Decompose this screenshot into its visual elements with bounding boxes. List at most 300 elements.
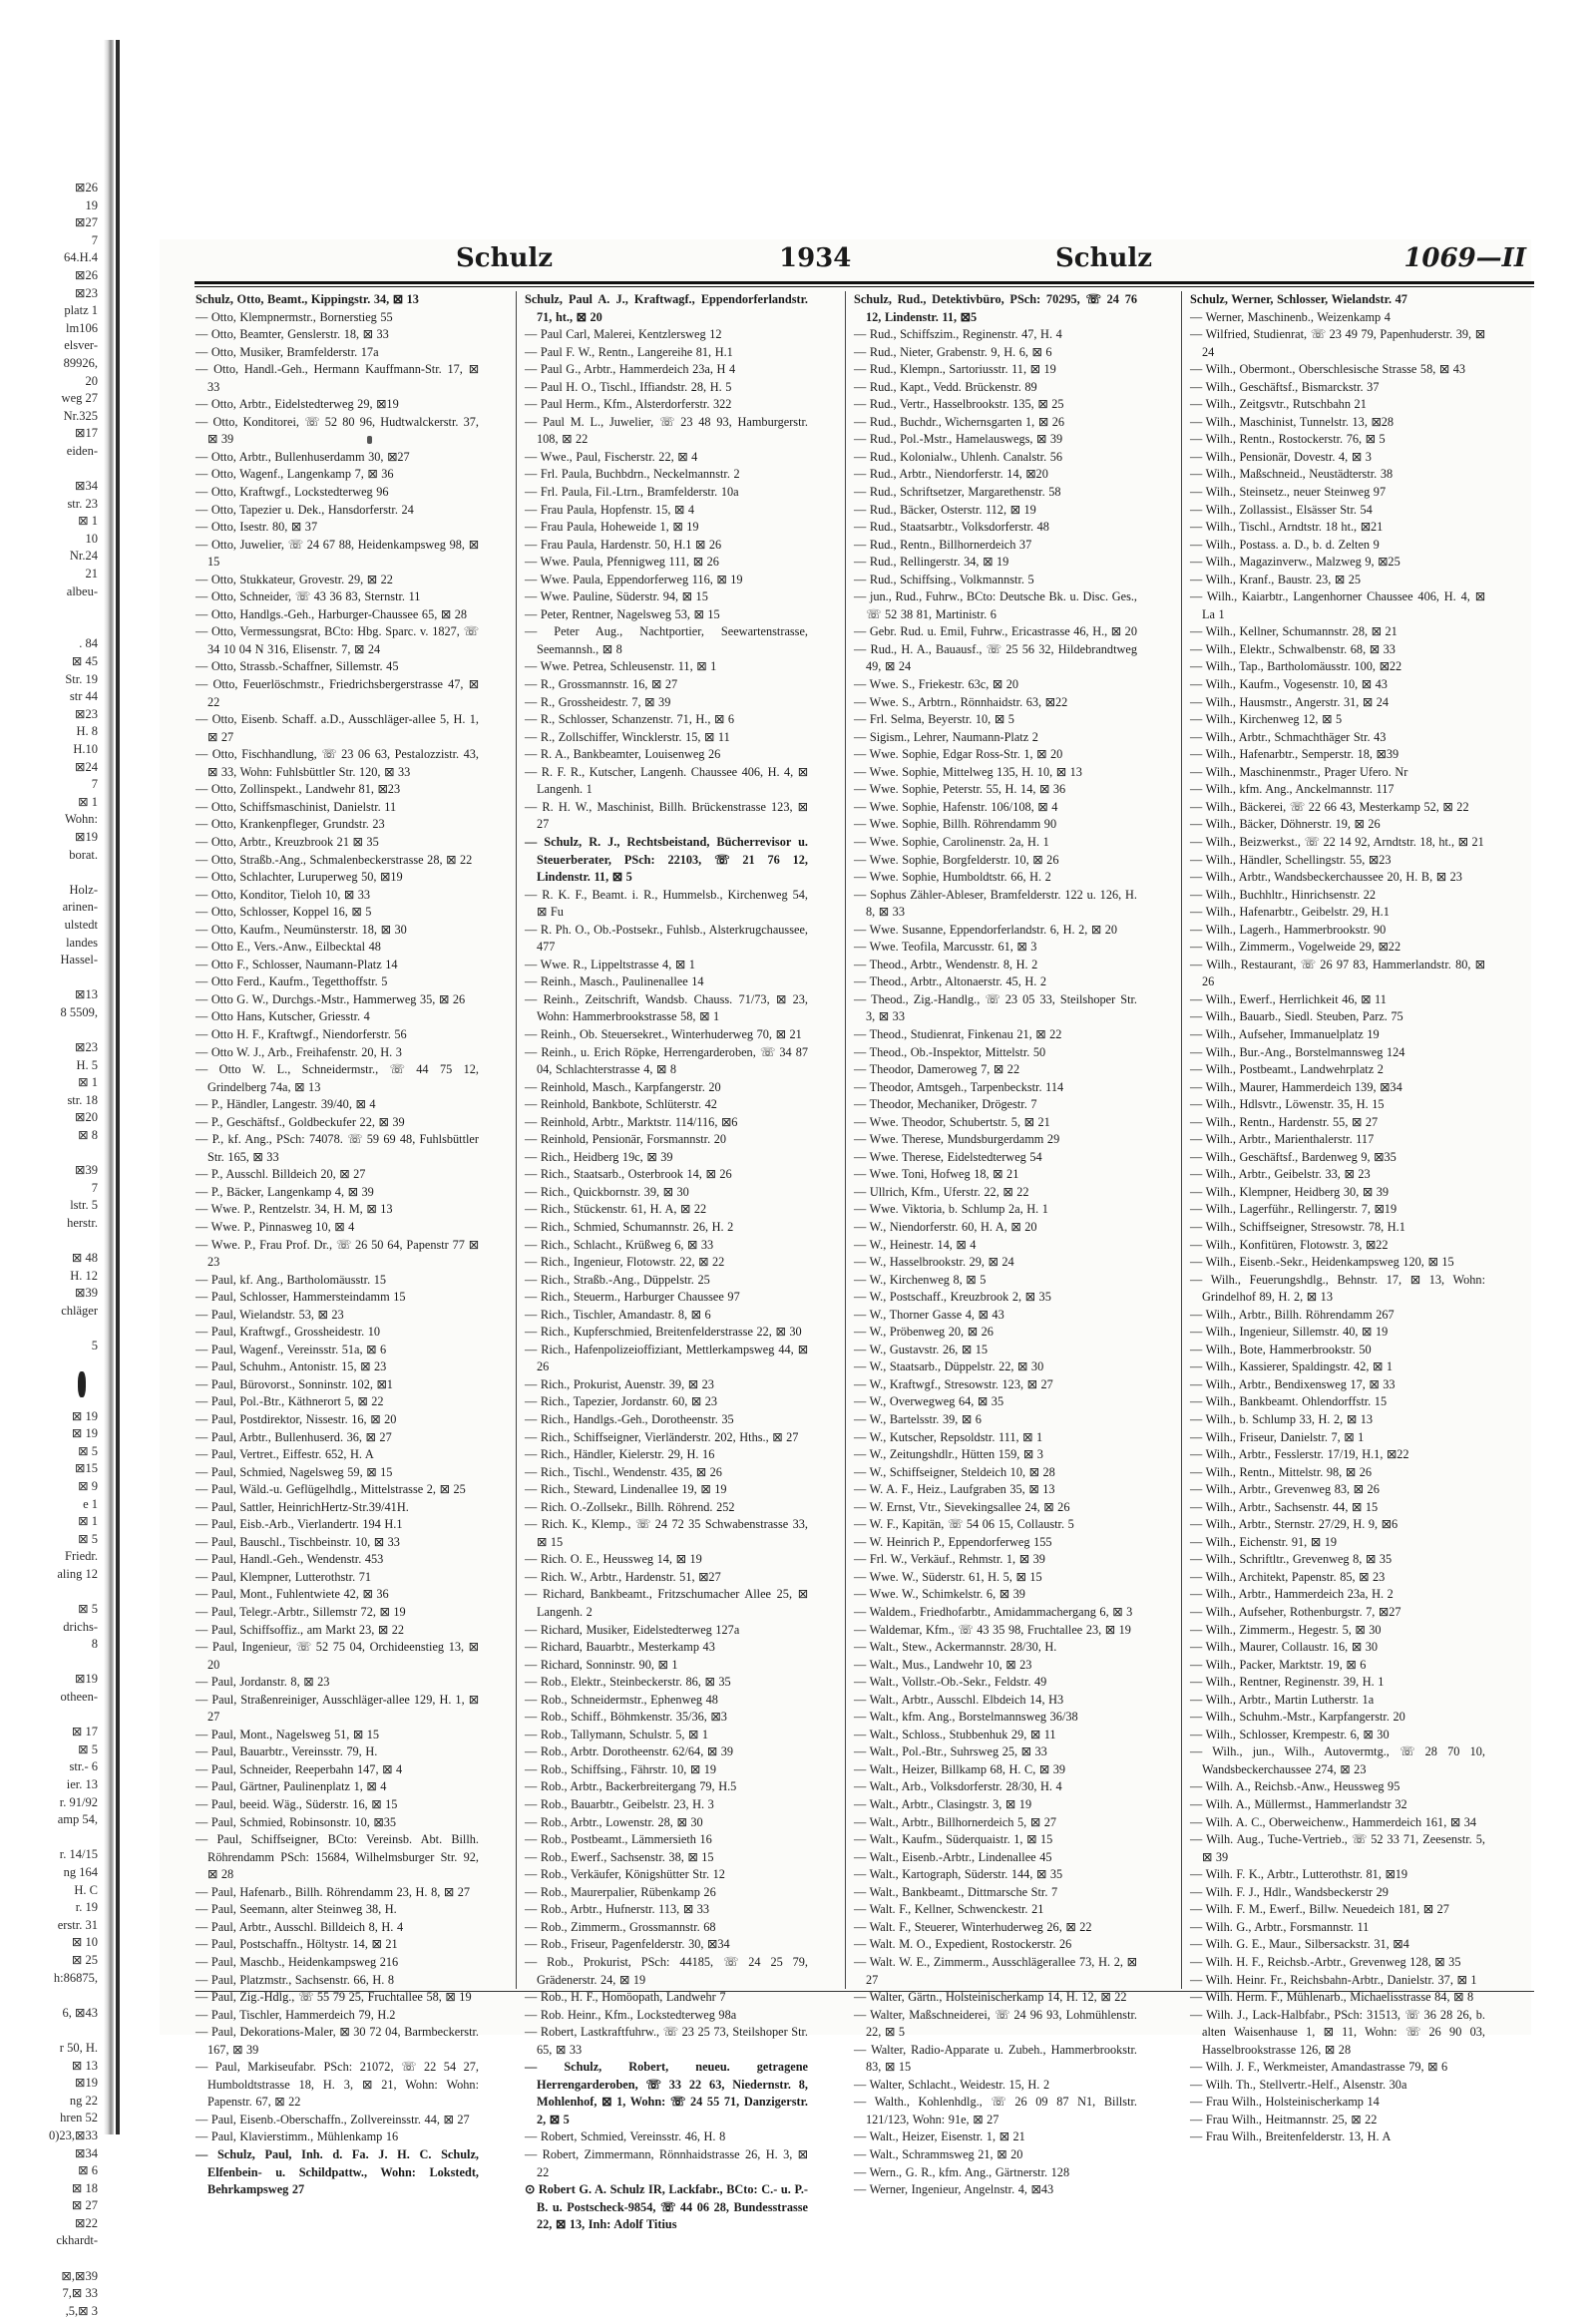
header-surname-right: Schulz xyxy=(1055,243,1153,273)
directory-entry: — Wilh. G. E., Maur., Silbersackstr. 31, ⊠4 xyxy=(1190,1937,1409,1952)
directory-entry: — Wilh., Friseur, Danielstr. 7, ⊠ 1 xyxy=(1190,1429,1365,1444)
directory-entry: — W., Staatsarb., Düppelstr. 22, ⊠ 30 xyxy=(854,1359,1044,1374)
directory-entry: — Paul, beeid. Wäg., Süderstr. 16, ⊠ 15 xyxy=(196,1797,398,1812)
directory-entry: — Rich., Prokurist, Auenstr. 39, ⊠ 23 xyxy=(525,1376,714,1391)
directory-entry: — Wilh., Aufseher, Immanuelplatz 19 xyxy=(1190,1026,1380,1041)
directory-entry: — Wilh., Bote, Hammerbrookstr. 50 xyxy=(1190,1342,1372,1356)
directory-entry: — Otto, Schiffsmaschinist, Danielstr. 11 xyxy=(196,799,397,814)
previous-page-line: otheen- xyxy=(60,1690,98,1705)
previous-page-line: ⊠ 9 xyxy=(78,1478,98,1493)
directory-entry: — Rob., Schiffsing., Fährstr. 10, ⊠ 19 xyxy=(525,1761,717,1776)
directory-entry: — Paul, Klempner, Lutterothstr. 71 xyxy=(196,1569,372,1584)
previous-page-line: ⊠26 xyxy=(75,181,98,194)
directory-entry: — Rud., Schiffsing., Volkmannstr. 5 xyxy=(854,572,1034,586)
previous-page-line: ⊠23 xyxy=(75,285,98,300)
directory-entry: — W., Overwegweg 64, ⊠ 35 xyxy=(854,1394,1004,1409)
previous-page-line: arinen- xyxy=(62,900,98,915)
directory-entry: — Schulz, R. J., Rechtsbeistand, Bücherrevisor u. Steuerberater, PSch: 22103, ☏ 21 76 12, Lindenstr. 11, ⊠ 5 xyxy=(525,834,808,885)
directory-entry: — Theodor, Dameroweg 7, ⊠ 22 xyxy=(854,1062,1020,1077)
previous-page-line: ⊠22 xyxy=(75,2215,98,2230)
previous-page-line: ng 164 xyxy=(63,1865,98,1879)
previous-page-line: aling 12 xyxy=(57,1566,98,1581)
directory-entry: — Wilh., Elektr., Schwalbenstr. 68, ⊠ 33 xyxy=(1190,641,1396,656)
previous-page-line: 7 xyxy=(91,232,98,247)
directory-entry: — Sophus Zähler-Ableser, Bramfelderstr. 122 u. 126, H. 8, ⊠ 33 xyxy=(854,887,1137,920)
previous-page-fragment xyxy=(0,180,100,2318)
directory-entry: — Wilh. G., Arbtr., Forsmannstr. 11 xyxy=(1190,1919,1370,1934)
directory-entry: — Rob., Elektr., Steinbeckerstr. 86, ⊠ 35 xyxy=(525,1675,731,1690)
footer-rule xyxy=(195,1991,1534,1992)
header-year: 1934 xyxy=(779,243,852,273)
directory-entry: — Walt. F., Steuerer, Winterhuderweg 26, ⊠ 22 xyxy=(854,1919,1092,1934)
previous-page-line: hren 52 xyxy=(60,2111,98,2126)
previous-page-line: albeu- xyxy=(66,583,98,598)
directory-entry: — Schulz, Paul, Inh. d. Fa. J. H. C. Schulz, Elfenbein- u. Schildpattw., Wohn: Lokstedt, Behrkampsweg 27 xyxy=(196,2146,479,2197)
directory-entry: — Rob., Arbtr., Lowenstr. 28, ⊠ 30 xyxy=(525,1814,703,1829)
directory-entry: — R. F. R., Kutscher, Langenh. Chaussee 406, H. 4, ⊠ Langenh. 1 xyxy=(525,764,808,797)
directory-entry: — Paul, Bauarbtr., Vereinsstr. 79, H. xyxy=(196,1744,378,1759)
directory-entry: — Rich., Quickbornstr. 39, ⊠ 30 xyxy=(525,1184,689,1199)
previous-page-line: lm106 xyxy=(66,320,98,335)
directory-entry: — Walt., Mus., Landwehr 10, ⊠ 23 xyxy=(854,1657,1032,1672)
directory-entry: — Paul, Vertret., Eiffestr. 652, H. A xyxy=(196,1447,374,1462)
previous-page-line: str. 18 xyxy=(67,1092,98,1107)
directory-entry: — Wilh., Bäckerei, ☏ 22 66 43, Mesterkamp 52, ⊠ 22 xyxy=(1190,799,1469,814)
directory-entry: — Rob., Schneidermstr., Ephenweg 48 xyxy=(525,1692,718,1707)
directory-entry: — Wwe. P., Frau Prof. Dr., ☏ 26 50 64, Papenstr 77 ⊠ 23 xyxy=(196,1237,479,1270)
directory-entry: — Rich. W., Arbtr., Hardenstr. 51, ⊠27 xyxy=(525,1569,721,1584)
directory-entry: — Wilh., Schuhm.-Mstr., Karpfangerstr. 20 xyxy=(1190,1710,1405,1725)
directory-entry: — Otto, Handlgs.-Geh., Harburger-Chaussee 65, ⊠ 28 xyxy=(196,606,468,621)
header-surname-left: Schulz xyxy=(456,243,554,273)
directory-entry: — Wilh., Arbtr., Billh. Röhrendamm 267 xyxy=(1190,1307,1395,1322)
directory-entry: — Wilh., b. Schlump 33, H. 2, ⊠ 13 xyxy=(1190,1412,1374,1426)
directory-entry: — Otto, Kaufm., Neumünsterstr. 18, ⊠ 30 xyxy=(196,922,407,937)
directory-entry: — R., Schlosser, Schanzenstr. 71, H., ⊠ 6 xyxy=(525,712,735,727)
directory-entry: — Walt., Heizer, Eisenstr. 1, ⊠ 21 xyxy=(854,2129,1025,2144)
directory-entry: — Rich., Tischler, Amandastr. 8, ⊠ 6 xyxy=(525,1307,711,1322)
directory-entry: — W. Heinrich P., Eppendorferweg 155 xyxy=(854,1534,1052,1549)
directory-entry: — Walt., Schrammsweg 21, ⊠ 20 xyxy=(854,2146,1023,2161)
directory-entry: — Otto, Juwelier, ☏ 24 67 88, Heidenkampsweg 98, ⊠ 15 xyxy=(196,537,479,570)
previous-page-line: borat. xyxy=(69,847,98,862)
previous-page-line: Holz- xyxy=(69,882,98,897)
directory-entry: — Theod., Studienrat, Finkenau 21, ⊠ 22 xyxy=(854,1026,1062,1041)
directory-entry: — Wilh., Maurer, Collaustr. 16, ⊠ 30 xyxy=(1190,1640,1378,1655)
column-2 xyxy=(525,291,808,2232)
directory-entry: — Richard, Bauarbtr., Mesterkamp 43 xyxy=(525,1640,715,1655)
previous-page-line: Wohn: xyxy=(64,812,98,827)
directory-entry: — Reinh., Zeitschrift, Wandsb. Chauss. 71/73, ⊠ 23, Wohn: Hammerbrookstrasse 58, ⊠ 1 xyxy=(525,991,808,1024)
previous-page-line: ⊠39 xyxy=(75,1286,98,1301)
previous-page-line: h:86875, xyxy=(53,1970,98,1985)
directory-entry: — Rud., Nieter, Grabenstr. 9, H. 6, ⊠ 6 xyxy=(854,344,1052,359)
previous-page-line: str. 23 xyxy=(67,496,98,511)
directory-entry: — Theodor, Amtsgeh., Tarpenbeckstr. 114 xyxy=(854,1079,1064,1094)
previous-page-line: . 84 xyxy=(79,636,98,651)
directory-entry: — Wwe., Paul, Fischerstr. 22, ⊠ 4 xyxy=(525,449,698,464)
previous-page-line: r. 14/15 xyxy=(59,1847,98,1862)
previous-page-line: ⊠19 xyxy=(75,1672,98,1687)
directory-entry: — Rich., Tapezier, Jordanstr. 60, ⊠ 23 xyxy=(525,1394,718,1409)
previous-page-line xyxy=(0,1584,100,1602)
previous-page-line xyxy=(0,618,100,636)
directory-entry: — Wilh. Aug., Tuche-Vertrieb., ☏ 52 33 71, Zeesenstr. 5, ⊠ 39 xyxy=(1190,1832,1485,1864)
previous-page-line xyxy=(0,1987,100,2005)
directory-entry: — Wwe. P., Pinnasweg 10, ⊠ 4 xyxy=(196,1219,355,1234)
directory-entry: — Paul, Gärtner, Paulinenplatz 1, ⊠ 4 xyxy=(196,1779,387,1794)
directory-entry: — Frau Wilh., Heitmannstr. 25, ⊠ 22 xyxy=(1190,2112,1378,2127)
directory-entry: — Otto, Isestr. 80, ⊠ 37 xyxy=(196,520,318,535)
directory-entry: — R., Grossmannstr. 16, ⊠ 27 xyxy=(525,677,678,692)
directory-entry: — W., Heinestr. 14, ⊠ 4 xyxy=(854,1237,977,1252)
directory-entry: — Wilh., jun., Wilh., Autovermtg., ☏ 28 70 10, Wandsbeckerchaussee 274, ⊠ 23 xyxy=(1190,1744,1485,1776)
previous-page-line xyxy=(0,1145,100,1163)
directory-entry: — Paul, Pol.-Btr., Käthnerort 5, ⊠ 22 xyxy=(196,1394,384,1409)
directory-entry: — Reinhold, Bankbote, Schlüterstr. 42 xyxy=(525,1097,717,1112)
header-rule-thin xyxy=(195,286,1534,287)
directory-entry: — Robert, Zimmermann, Rönnhaidstrasse 26, H. 3, ⊠ 22 xyxy=(525,2146,808,2179)
directory-entry: — Rich., Steward, Lindenallee 19, ⊠ 19 xyxy=(525,1482,727,1497)
previous-page-line: ⊠ 5 xyxy=(78,1531,98,1546)
directory-entry: — P., Händler, Langestr. 39/40, ⊠ 4 xyxy=(196,1097,376,1112)
directory-entry: — Robert, Schmied, Vereinsstr. 46, H. 8 xyxy=(525,2129,726,2144)
previous-page-line xyxy=(0,969,100,987)
column-divider xyxy=(845,291,846,1989)
directory-entry: — Wilh., Kirchenweg 12, ⊠ 5 xyxy=(1190,712,1343,727)
directory-entry: — Theod., Zig.-Handlg., ☏ 23 05 33, Steilshoper Str. 3, ⊠ 33 xyxy=(854,991,1137,1024)
directory-entry: — Richard, Sonninstr. 90, ⊠ 1 xyxy=(525,1657,678,1672)
directory-entry: — Wilh. A., Müllermst., Hammerlandstr 32 xyxy=(1190,1797,1407,1812)
directory-entry: — Wilh., Arbtr., Bendixensweg 17, ⊠ 33 xyxy=(1190,1376,1396,1391)
directory-entry: — Otto, Vermessungsrat, BCto: Hbg. Sparc. v. 1827, ☏ 34 10 04 N 316, Elisenstr. 7, ⊠ 24 xyxy=(196,624,479,656)
scan-mark xyxy=(78,1371,86,1397)
directory-entry: — Paul, Arbtr., Bullenhuserd. 36, ⊠ 27 xyxy=(196,1429,392,1444)
directory-entry: — Paul, Klavierstimm., Mühlenkamp 16 xyxy=(196,2129,399,2144)
directory-entry: — R. Ph. O., Ob.-Postsekr., Fuhlsb., Alsterkrugchaussee, 477 xyxy=(525,922,808,955)
directory-entry: — Wilh. J. F., Werkmeister, Amandastrasse 79, ⊠ 6 xyxy=(1190,2060,1448,2075)
directory-entry: — Paul, Schmied, Robinsonstr. 10, ⊠35 xyxy=(196,1814,397,1829)
previous-page-line: ⊠17 xyxy=(75,426,98,441)
directory-entry: — Wwe. Viktoria, b. Schlump 2a, H. 1 xyxy=(854,1202,1048,1217)
directory-entry: — Walt., Schloss., Stubbenhuk 29, ⊠ 11 xyxy=(854,1727,1056,1741)
previous-page-line: ⊠ 5 xyxy=(78,1741,98,1756)
directory-entry: — Wwe. Sophie, Billh. Röhrendamm 90 xyxy=(854,817,1057,832)
directory-entry: — Richard, Bankbeamt., Fritzschumacher Allee 25, ⊠ Langenh. 2 xyxy=(525,1587,808,1620)
directory-entry: — W., Thorner Gasse 4, ⊠ 43 xyxy=(854,1307,1004,1322)
directory-entry: — Wilh., Postbeamt., Landwehrplatz 2 xyxy=(1190,1062,1384,1077)
previous-page-line: ulstedt xyxy=(64,917,98,932)
directory-entry: — Rud., Vertr., Hasselbrookstr. 135, ⊠ 25 xyxy=(854,397,1064,412)
directory-entry: — Rud., Pol.-Mstr., Hamelauswegs, ⊠ 39 xyxy=(854,432,1063,447)
directory-entry: — Rud., Arbtr., Niendorferstr. 14, ⊠20 xyxy=(854,467,1048,482)
directory-entry: — Otto, Konditor, Tieloh 10, ⊠ 33 xyxy=(196,887,371,902)
directory-entry: — Otto, Fischhandlung, ☏ 23 06 63, Pestalozzistr. 43, ⊠ 33, Wohn: Fuhlsbüttler Str. 120, ⊠ 33 xyxy=(196,747,479,779)
directory-entry: — Paul, Mont., Fuhlentwiete 42, ⊠ 36 xyxy=(196,1587,389,1602)
directory-entry: — W., Hasselbrookstr. 29, ⊠ 24 xyxy=(854,1255,1014,1270)
directory-entry: — Wilh., Maßschneid., Neustädterstr. 38 xyxy=(1190,467,1394,482)
directory-entry: Schulz, Paul A. J., Kraftwagf., Eppendorferlandstr. 71, ht., ⊠ 20 xyxy=(525,292,808,324)
directory-entry: — Rob., Ewerf., Sachsenstr. 38, ⊠ 15 xyxy=(525,1849,714,1864)
directory-entry: — Walt., Stew., Ackermannstr. 28/30, H. xyxy=(854,1640,1057,1655)
directory-entry: — Paul, Sattler, HeinrichHertz-Str.39/41H. xyxy=(196,1499,409,1514)
directory-entry: — Paul, Schlosser, Hammersteindamm 15 xyxy=(196,1290,406,1305)
previous-page-line: ⊠13 xyxy=(75,987,98,1002)
column-divider xyxy=(1181,291,1182,1989)
previous-page-line: ⊠ 6 xyxy=(78,2163,98,2178)
directory-entry: — Paul, Maschb., Heidenkampsweg 216 xyxy=(196,1954,399,1969)
column-3 xyxy=(854,291,1137,2197)
directory-entry: — W., Kirchenweg 8, ⊠ 5 xyxy=(854,1272,987,1287)
previous-page-line: ,5,⊠ 3 xyxy=(65,2303,98,2318)
directory-entry: — Paul, Schmied, Nagelsweg 59, ⊠ 15 xyxy=(196,1464,393,1479)
directory-entry: — Paul M. L., Juwelier, ☏ 23 48 93, Hamburgerstr. 108, ⊠ 22 xyxy=(525,414,808,447)
directory-entry: — Wilh., Arbtr., Marienthalerstr. 117 xyxy=(1190,1132,1375,1147)
directory-entry: — Wilh., Maurer, Hammerdeich 139, ⊠34 xyxy=(1190,1079,1402,1094)
directory-page xyxy=(160,239,1531,2232)
previous-page-line: H.10 xyxy=(73,742,98,756)
previous-page-line: ⊠15 xyxy=(75,1461,98,1476)
directory-entry: — Paul G., Arbtr., Hammerdeich 23a, H 4 xyxy=(525,362,736,377)
directory-entry: — Paul F. W., Rentn., Langereihe 81, H.1 xyxy=(525,344,733,359)
previous-page-line: ⊠ 17 xyxy=(71,1725,98,1740)
directory-entry: — Wilh., Kaufm., Vogesenstr. 10, ⊠ 43 xyxy=(1190,677,1388,692)
directory-entry: — Rud., H. A., Bauausf., ☏ 25 56 32, Hildebrandtweg 49, ⊠ 24 xyxy=(854,641,1137,674)
directory-entry: — W. F., Kapitän, ☏ 54 06 15, Collaustr. 5 xyxy=(854,1517,1074,1532)
directory-entry: — Wilh., Klempner, Heidberg 30, ⊠ 39 xyxy=(1190,1184,1390,1199)
directory-entry: — Otto, Zollinspekt., Landwehr 81, ⊠23 xyxy=(196,782,401,797)
directory-entry: — Rich., Kupferschmied, Breitenfelderstrasse 22, ⊠ 30 xyxy=(525,1325,802,1340)
previous-page-line: ⊠ 10 xyxy=(71,1935,98,1950)
previous-page-line: ⊠ 1 xyxy=(78,1514,98,1529)
previous-page-line: ⊠ 19 xyxy=(71,1408,98,1423)
directory-entry: — Wilh., Hafenarbtr., Geibelstr. 29, H.1 xyxy=(1190,905,1390,920)
directory-entry: — Rud., Kolonialw., Uhlenh. Canalstr. 56 xyxy=(854,449,1063,464)
directory-entry: — Walt., Vollstr.-Ob.-Sekr., Feldstr. 49 xyxy=(854,1675,1047,1690)
directory-entry: — Paul, Platzmstr., Sachsenstr. 66, H. 8 xyxy=(196,1972,395,1987)
directory-entry: Schulz, Otto, Beamt., Kippingstr. 34, ⊠ 13 xyxy=(196,292,419,306)
previous-page-line: ⊠ 45 xyxy=(71,654,98,669)
directory-entry: — Walter, Radio-Apparate u. Zubeh., Hammerbrookstr. 83, ⊠ 15 xyxy=(854,2042,1137,2075)
directory-entry: — Rob., Schiff., Böhmkenstr. 35/36, ⊠3 xyxy=(525,1710,727,1725)
directory-entry: — Wilh., Arbtr., Sachsenstr. 44, ⊠ 15 xyxy=(1190,1499,1379,1514)
directory-entry: — Wilh. Heinr. Fr., Reichsbahn-Arbtr., Danielstr. 37, ⊠ 1 xyxy=(1190,1972,1477,1987)
directory-entry: — Frau Paula, Hopfenstr. 15, ⊠ 4 xyxy=(525,502,695,517)
directory-entry: — Rich., Steuerm., Harburger Chaussee 97 xyxy=(525,1290,740,1305)
directory-entry: — Rob., Arbtr. Dorotheenstr. 62/64, ⊠ 39 xyxy=(525,1744,734,1759)
directory-entry: — Otto, Feuerlöschmstr., Friedrichsbergerstrasse 47, ⊠ 22 xyxy=(196,677,479,709)
directory-entry: — Wilh. J., Lack-Halbfabr., PSch: 31513, ☏ 36 28 26, b. alten Waisenhause 1, ⊠ 11, Wohn: ☏ 26 90 03, Hasselbrookstrasse 126, ⊠ 28 xyxy=(1190,2007,1485,2057)
previous-page-line: 8 xyxy=(91,1637,98,1652)
previous-page-line: ⊠ 1 xyxy=(78,1075,98,1090)
previous-page-line xyxy=(0,864,100,882)
directory-entry: — Reinh., Masch., Paulinenallee 14 xyxy=(525,974,704,989)
directory-entry: — Wilh. H. F., Reichsb.-Arbtr., Grevenweg 128, ⊠ 35 xyxy=(1190,1954,1461,1969)
directory-entry: — Peter, Rentner, Nagelsweg 53, ⊠ 15 xyxy=(525,606,720,621)
previous-page-line xyxy=(0,2250,100,2268)
directory-entry: — W., Pröbenweg 20, ⊠ 26 xyxy=(854,1325,994,1340)
directory-entry: — Wilh., Pensionär, Dovestr. 4, ⊠ 3 xyxy=(1190,449,1372,464)
directory-entry: — Otto G. W., Durchgs.-Mstr., Hammerweg 35, ⊠ 26 xyxy=(196,991,466,1006)
directory-entry: — Paul, Seemann, alter Steinweg 38, H. xyxy=(196,1902,397,1917)
directory-entry: — Wilh., Kranf., Baustr. 23, ⊠ 25 xyxy=(1190,572,1362,586)
directory-entry: — Richard, Musiker, Eidelstedterweg 127a xyxy=(525,1622,740,1637)
directory-entry: — W., Kraftwgf., Stresowstr. 123, ⊠ 27 xyxy=(854,1376,1053,1391)
directory-entry: — Wwe. Sophie, Hafenstr. 106/108, ⊠ 4 xyxy=(854,799,1058,814)
column-divider xyxy=(516,291,517,1989)
directory-entry: — Rob., Prokurist, PSch: 44185, ☏ 24 25 79, Grädenerstr. 24, ⊠ 19 xyxy=(525,1954,808,1987)
directory-entry: — R., Grossheidestr. 7, ⊠ 39 xyxy=(525,694,671,709)
directory-entry: — Paul, Handl.-Geh., Wendenstr. 453 xyxy=(196,1552,384,1567)
directory-entry: — Reinhold, Masch., Karpfangerstr. 20 xyxy=(525,1079,721,1094)
directory-entry: — Wilh., Rentn., Rostockerstr. 76, ⊠ 5 xyxy=(1190,432,1386,447)
directory-entry: — Wilh., Geschäftsf., Bardenweg 9, ⊠35 xyxy=(1190,1149,1396,1164)
directory-entry: — Wilh., kfm. Ang., Anckelmannstr. 117 xyxy=(1190,782,1395,797)
previous-page-line: 89926, xyxy=(63,355,98,370)
previous-page-line: erstr. 31 xyxy=(57,1917,98,1932)
directory-entry: — Wilh., Hafenarbtr., Semperstr. 18, ⊠39 xyxy=(1190,747,1399,762)
directory-entry: — Walt. W. E., Zimmerm., Ausschlägerallee 73, H. 2, ⊠ 27 xyxy=(854,1954,1137,1987)
directory-entry: — Wilh., Bauarb., Siedl. Steuben, Parz. 75 xyxy=(1190,1009,1403,1024)
directory-entry: — Wilh., Feuerungshdlg., Behnstr. 17, ⊠ 13, Wohn: Grindelhof 89, H. 2, ⊠ 13 xyxy=(1190,1272,1485,1305)
previous-page-line: 21 xyxy=(85,567,98,581)
previous-page-line: H. 5 xyxy=(76,1057,98,1072)
previous-page-line: 20 xyxy=(85,373,98,388)
previous-page-line: drichs- xyxy=(63,1619,98,1634)
previous-page-line xyxy=(0,1022,100,1040)
directory-entry: — Wilh., Rentn., Hardenstr. 55, ⊠ 27 xyxy=(1190,1114,1379,1129)
directory-entry: — Rich., Stückenstr. 61, H. A, ⊠ 22 xyxy=(525,1202,707,1217)
previous-page-line: ier. 13 xyxy=(66,1777,98,1792)
directory-entry: — Wilh., Schriftltr., Grevenweg 8, ⊠ 35 xyxy=(1190,1552,1393,1567)
previous-page-line: ckhardt- xyxy=(56,2233,98,2248)
directory-entry: — Paul, Hafenarb., Billh. Röhrendamm 23, H. 8, ⊠ 27 xyxy=(196,1884,471,1899)
directory-entry: — Otto, Schlachter, Luruperweg 50, ⊠19 xyxy=(196,870,403,885)
previous-page-line: elsver- xyxy=(64,338,98,353)
directory-entry: — Wilh., Aufseher, Rothenburgstr. 7, ⊠27 xyxy=(1190,1605,1401,1620)
previous-page-line: ⊠ 18 xyxy=(71,2180,98,2195)
directory-entry: — Paul, Eisb.-Arb., Vierlandertr. 194 H.1 xyxy=(196,1517,403,1532)
directory-entry: — P., Ausschl. Billdeich 20, ⊠ 27 xyxy=(196,1167,366,1182)
directory-entry: — Wilh., Zimmerm., Vogelweide 29, ⊠22 xyxy=(1190,940,1401,955)
directory-entry: — Reinhold, Pensionär, Forsmannstr. 20 xyxy=(525,1132,727,1147)
directory-entry: — Wilh., Lagerh., Hammerbrookstr. 90 xyxy=(1190,922,1387,937)
directory-entry: — Otto Hans, Kutscher, Griesstr. 4 xyxy=(196,1009,370,1024)
directory-entry: — W., Schiffseigner, Steldeich 10, ⊠ 28 xyxy=(854,1464,1055,1479)
directory-entry: — W. A. F., Heiz., Laufgraben 35, ⊠ 13 xyxy=(854,1482,1055,1497)
directory-entry: — Wilh., Schiffseigner, Stresowstr. 78, H.1 xyxy=(1190,1219,1405,1234)
directory-entry: — Walter, Gärtn., Holsteinischerkamp 14, H. 12, ⊠ 22 xyxy=(854,1990,1127,2005)
directory-entry: — Wilh., Schlosser, Krempestr. 6, ⊠ 30 xyxy=(1190,1727,1390,1741)
directory-entry: — Wilh. Herm. F., Mühlenarb., Michaelisstrasse 84, ⊠ 8 xyxy=(1190,1990,1474,2005)
previous-page-line: ⊠,⊠39 xyxy=(61,2268,98,2283)
previous-page-line: 7,⊠ 33 xyxy=(62,2286,98,2301)
directory-entry: — W., Bartelsstr. 39, ⊠ 6 xyxy=(854,1412,982,1426)
directory-entry: — Otto, Strassb.-Schaffner, Sillemstr. 45 xyxy=(196,659,399,674)
directory-entry: — Wwe. Teofila, Marcusstr. 61, ⊠ 3 xyxy=(854,940,1037,955)
previous-page-line: 64.H.4 xyxy=(63,250,98,265)
directory-entry: — Otto, Klempnermstr., Bornerstieg 55 xyxy=(196,309,393,324)
directory-entry: — Wwe. R., Lippeltstrasse 4, ⊠ 1 xyxy=(525,957,695,971)
directory-entry: — Reinhold, Arbtr., Marktstr. 114/116, ⊠6 xyxy=(525,1114,738,1129)
directory-entry: — Walt., Bankbeamt., Dittmarsche Str. 7 xyxy=(854,1884,1058,1899)
directory-entry: — Reinh., u. Erich Röpke, Herrengarderoben, ☏ 34 87 04, Schlachterstrasse 4, ⊠ 8 xyxy=(525,1044,808,1077)
directory-entry: — Wilh., Kellner, Schumannstr. 28, ⊠ 21 xyxy=(1190,624,1397,639)
directory-entry: — Paul, Schiffsoffiz., am Markt 23, ⊠ 22 xyxy=(196,1622,405,1637)
directory-entry: ⊙ Robert G. A. Schulz IR, Lackfabr., BCto: C.- u. P.-B. u. Postscheck-9854, ☏ 44 06 28, Bundesstrasse 22, ⊠ 13, Inh: Adolf Titius xyxy=(525,2182,808,2232)
previous-page-line: platz 1 xyxy=(64,303,98,318)
previous-page-line: 0)23,⊠33 xyxy=(48,2127,98,2142)
directory-entry: — Walt., Kartograph, Süderstr. 144, ⊠ 35 xyxy=(854,1867,1063,1882)
directory-entry: — R., Zollschiffer, Wincklerstr. 15, ⊠ 11 xyxy=(525,729,730,744)
directory-entry: — Wilh., Bäcker, Döhnerstr. 19, ⊠ 26 xyxy=(1190,817,1381,832)
directory-entry: — Paul, kf. Ang., Bartholomäusstr. 15 xyxy=(196,1272,387,1287)
directory-entry: — Wilh., Händler, Schellingstr. 55, ⊠23 xyxy=(1190,852,1392,867)
directory-entry: — Otto, Konditorei, ☏ 52 80 96, Hudtwalckerstr. 37, ⊠ 39 xyxy=(196,414,479,447)
directory-entry: — Rud., Rellingerstr. 34, ⊠ 19 xyxy=(854,555,1009,570)
directory-entry: — Walt., Arbtr., Billhornerdeich 5, ⊠ 27 xyxy=(854,1814,1057,1829)
previous-page-line: ⊠ 5 xyxy=(78,1602,98,1617)
directory-entry: — Rich., Staatsarb., Osterbrook 14, ⊠ 26 xyxy=(525,1167,732,1182)
directory-entry: — Walt., Kaufm., Süderquaistr. 1, ⊠ 15 xyxy=(854,1832,1053,1847)
directory-entry: — Wilh., Kassierer, Spaldingstr. 42, ⊠ 1 xyxy=(1190,1359,1394,1374)
directory-entry: — Otto W. J., Arb., Freihafenstr. 20, H. 3 xyxy=(196,1044,402,1059)
directory-entry: — Wwe. Sophie, Mittelweg 135, H. 10, ⊠ 13 xyxy=(854,764,1082,779)
directory-entry: — Rob., Arbtr., Hufnerstr. 113, ⊠ 33 xyxy=(525,1902,709,1917)
previous-page-line: ⊠23 xyxy=(75,1040,98,1055)
directory-entry: — Paul, Markiseufabr. PSch: 21072, ☏ 22 54 27, Humboldtstrasse 18, H. 3, ⊠ 21, Wohn: Wohn: Papenstr. 67, ⊠ 22 xyxy=(196,2060,479,2110)
previous-page-line xyxy=(0,1654,100,1672)
previous-page-line: 7 xyxy=(91,777,98,792)
directory-entry: — Wilh., Hdlsvtr., Löwenstr. 35, H. 15 xyxy=(1190,1097,1385,1112)
directory-entry: — Frl. W., Verkäuf., Rehmstr. 1, ⊠ 39 xyxy=(854,1552,1045,1567)
directory-entry: — Rich. O.-Zollsekr., Billh. Röhrend. 252 xyxy=(525,1499,735,1514)
page-number: 1069—II xyxy=(1403,243,1526,273)
directory-entry: — Theod., Ob.-Inspektor, Mittelstr. 50 xyxy=(854,1044,1046,1059)
previous-page-line: 8 5509, xyxy=(60,1004,98,1019)
directory-entry: — Wwe. S., Friekestr. 63c, ⊠ 20 xyxy=(854,677,1019,692)
directory-entry: — Rich., Hafenpolizeioffiziant, Mettlerkampsweg 44, ⊠ 26 xyxy=(525,1342,808,1374)
previous-page-line: chläger xyxy=(61,1304,98,1318)
directory-entry: — Wilh., Restaurant, ☏ 26 97 83, Hammerlandstr. 80, ⊠ 26 xyxy=(1190,957,1485,989)
directory-entry: — Walt., Heizer, Billkamp 68, H. C, ⊠ 39 xyxy=(854,1761,1066,1776)
directory-entry: — Sigism., Lehrer, Naumann-Platz 2 xyxy=(854,729,1038,744)
directory-entry: — Wilh., Obermont., Oberschlesische Strasse 58, ⊠ 43 xyxy=(1190,362,1466,377)
directory-entry: — Theodor, Mechaniker, Drögestr. 7 xyxy=(854,1097,1037,1112)
directory-entry: Schulz, Werner, Schlosser, Wielandstr. 47 xyxy=(1190,292,1407,306)
directory-entry: — Wilh., Arbtr., Fesslerstr. 17/19, H.1, ⊠22 xyxy=(1190,1447,1409,1462)
directory-entry: — Paul H. O., Tischl., Iffiandstr. 28, H. 5 xyxy=(525,379,732,394)
directory-entry: — Wilh., Buchhltr., Hinrichsenstr. 22 xyxy=(1190,887,1377,902)
directory-entry: — Wilh., Arbtr., Grevenweg 83, ⊠ 26 xyxy=(1190,1482,1380,1497)
directory-entry: — Rud., Kapt., Vedd. Brückenstr. 89 xyxy=(854,379,1037,394)
directory-entry: — Walth., Kohlenhdlg., ☏ 26 09 87 N1, Billstr. 121/123, Wohn: 91e, ⊠ 27 xyxy=(854,2095,1137,2127)
directory-entry: — Rich., Händler, Kielerstr. 29, H. 16 xyxy=(525,1447,715,1462)
directory-entry: — Rich., Ingenieur, Flotowstr. 22, ⊠ 22 xyxy=(525,1255,725,1270)
directory-entry: — Rob., Verkäufer, Königshütter Str. 12 xyxy=(525,1867,725,1882)
directory-entry: — Rich. O. E., Heussweg 14, ⊠ 19 xyxy=(525,1552,702,1567)
directory-entry: — Otto, Krankenpfleger, Grundstr. 23 xyxy=(196,817,385,832)
directory-entry: — Paul, Arbtr., Ausschl. Billdeich 8, H. 4 xyxy=(196,1919,404,1934)
previous-page-line xyxy=(0,1707,100,1725)
directory-entry: — Wwe. Theodor, Schubertstr. 5, ⊠ 21 xyxy=(854,1114,1050,1129)
directory-entry: — Otto H. F., Kraftwgf., Niendorferstr. 56 xyxy=(196,1026,407,1041)
directory-entry: — Wwe. P., Rentzelstr. 34, H. M, ⊠ 13 xyxy=(196,1202,393,1217)
directory-entry: — Wilh., Architekt, Papenstr. 85, ⊠ 23 xyxy=(1190,1569,1386,1584)
directory-entry: — Otto, Arbtr., Bullenhuserdamm 30, ⊠27 xyxy=(196,449,410,464)
directory-entry: — Waldem., Friedhofarbtr., Amidammachergang 6, ⊠ 3 xyxy=(854,1605,1133,1620)
directory-entry: — Schulz, Robert, neueu. getragene Herrengarderoben, ☏ 33 22 63, Niedernstr. 8, Mohlenhof, ⊠ 1, Wohn: ☏ 24 55 71, Danzigerstr. 2, ⊠ 5 xyxy=(525,2060,808,2127)
